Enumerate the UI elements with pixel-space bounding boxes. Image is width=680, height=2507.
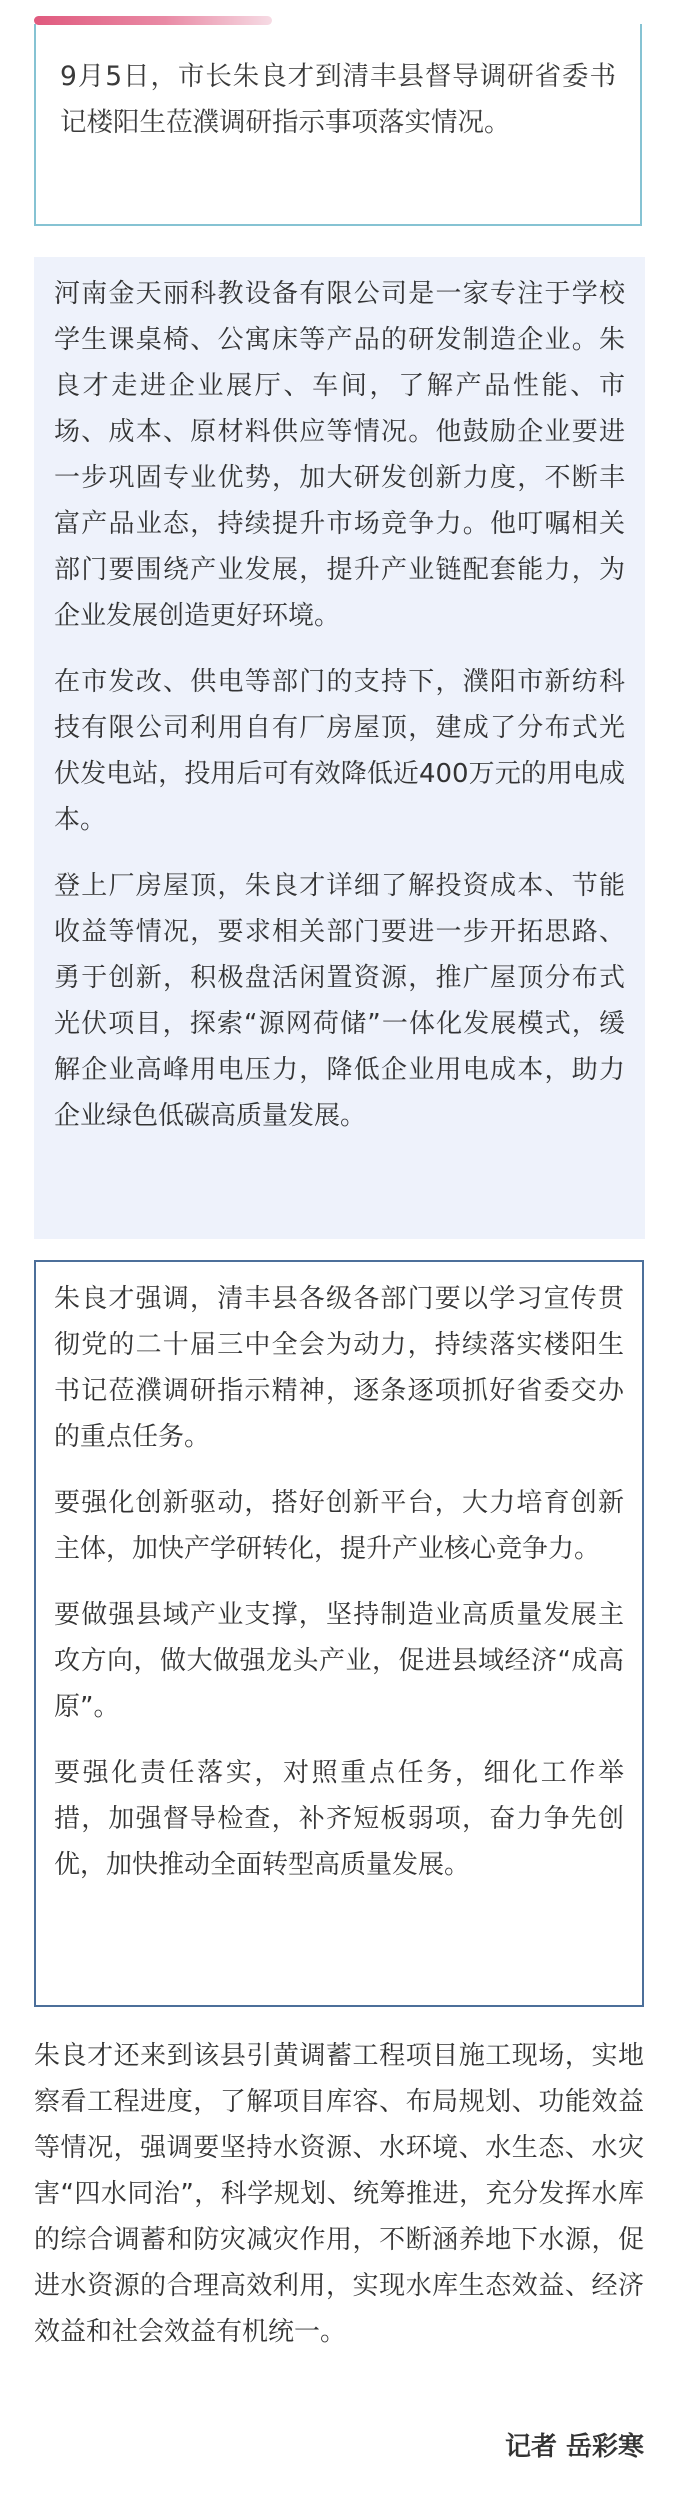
paragraph-water-project: 朱良才还来到该县引黄调蓄工程项目施工现场，实地察看工程进度，了解项目库容、布局规划、功能效益等情况，强调要坚持水资源、水环境、水生态、水灾害“四水同治”，科学规划、统筹推进，充分发挥水库的综合调蓄和防灾减灾作用，不断涵养地下水源，促进水资源的合理高效利用，实现水库生态效益、经济效益和社会效益有机统一。 [34,2041,644,2347]
paragraph-responsibility: 要强化责任落实，对照重点任务，细化工作举措，加强督导检查，补齐短板弱项，奋力争先创优，加快推动全面转型高质量发展。 [54,1758,624,1880]
lead-box [34,24,642,226]
paragraph-xinfang-solar: 在市发改、供电等部门的支持下，濮阳市新纺科技有限公司利用自有厂房屋顶，建成了分布式光伏发电站，投用后可有效降低近400万元的用电成本。 [54,667,625,835]
requirements-section [34,1260,644,2007]
paragraph-emphasis: 朱良才强调，清丰县各级各部门要以学习宣传贯彻党的二十届三中全会为动力，持续落实楼阳生书记莅濮调研指示精神，逐条逐项抓好省委交办的重点任务。 [54,1284,624,1452]
paragraph-innovation: 要强化创新驱动，搭好创新平台，大力培育创新主体，加快产学研转化，提升产业核心竞争力。 [54,1488,624,1564]
enterprise-visit-section [34,257,645,1239]
lead-paragraph: 9月5日，市长朱良才到清丰县督导调研省委书记楼阳生莅濮调研指示事项落实情况。 [60,61,616,138]
reporter-byline: 记者 岳彩寒 [504,2432,644,2462]
paragraph-rooftop-pv: 登上厂房屋顶，朱良才详细了解投资成本、节能收益等情况，要求相关部门要进一步开拓思路、勇于创新，积极盘活闲置资源，推广屋顶分布式光伏项目，探索“源网荷储”一体化发展模式，缓解企业高峰用电压力，降低企业用电成本，助力企业绿色低碳高质量发展。 [54,871,625,1131]
paragraph-jintianli: 河南金天丽科教设备有限公司是一家专注于学校学生课桌椅、公寓床等产品的研发制造企业。朱良才走进企业展厅、车间，了解产品性能、市场、成本、原材料供应等情况。他鼓励企业要进一步巩固专业优势，加大研发创新力度，不断丰富产品业态，持续提升市场竞争力。他叮嘱相关部门要围绕产业发展，提升产业链配套能力，为企业发展创造更好环境。 [54,279,625,631]
paragraph-county-industry: 要做强县域产业支撑，坚持制造业高质量发展主攻方向，做大做强龙头产业，促进县域经济“成高原”。 [54,1600,624,1722]
